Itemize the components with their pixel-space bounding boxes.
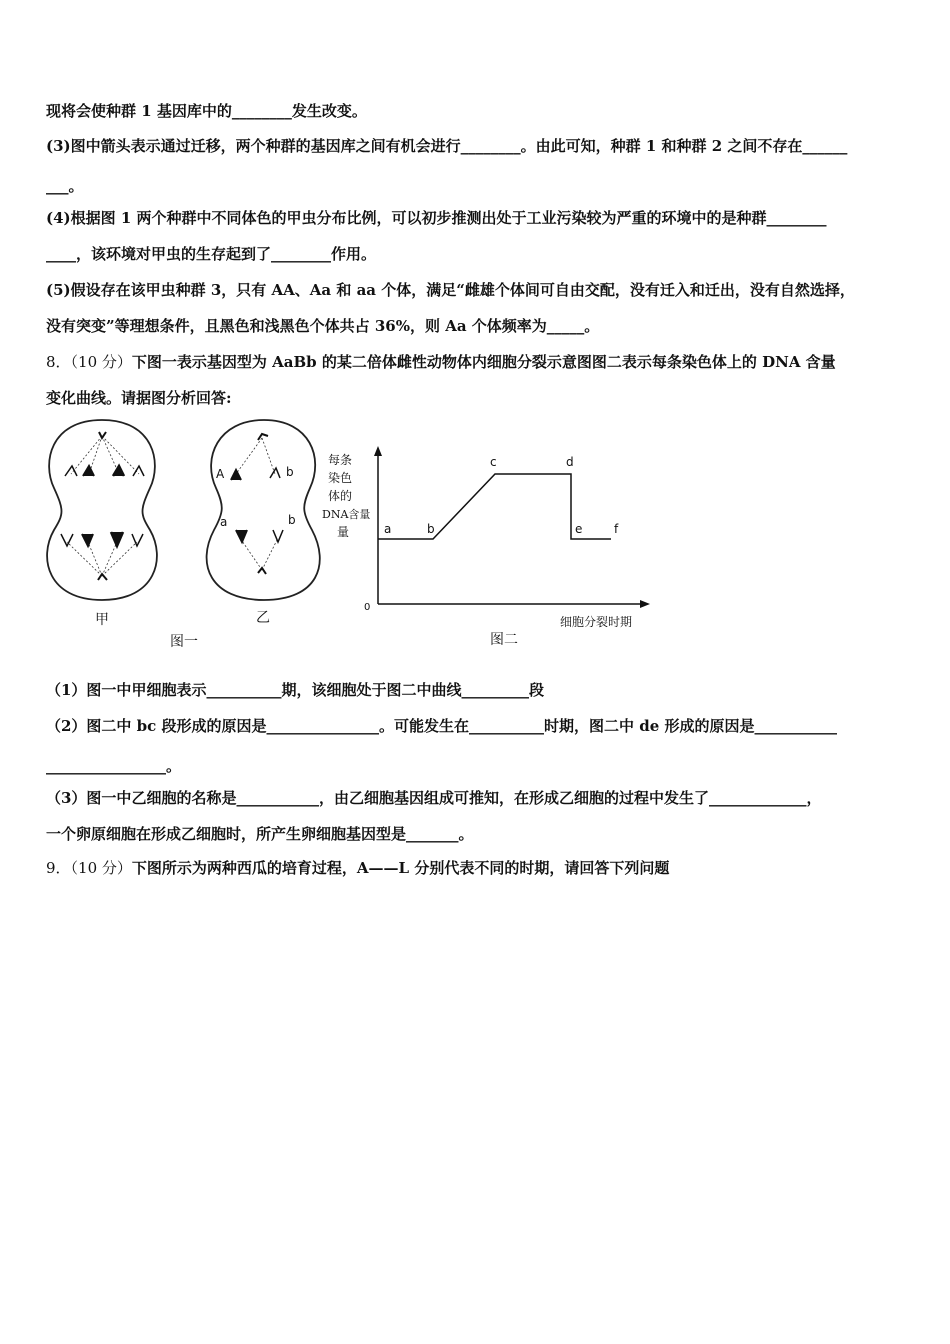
- text-line-1: 现将会使种群 1 基因库中的________发生改变。: [46, 102, 367, 120]
- y-label-4: DNA含量: [322, 508, 371, 521]
- text-line-3: ___。: [46, 177, 84, 195]
- y-label-5: 量: [337, 525, 350, 539]
- y-label-2: 染色: [328, 471, 353, 485]
- question-8-line-1: [46, 352, 836, 372]
- figure-svg: [40, 418, 680, 658]
- figure-area: [40, 418, 680, 658]
- figure2-caption: 图二: [490, 632, 518, 648]
- answer-line-4: （3）图一中乙细胞的名称是___________，由乙细胞基因组成可推知，在形成乙细胞的过程中发生了_____________，: [46, 789, 822, 807]
- gene-label-b-upper: b: [286, 465, 294, 479]
- y-label-1: 每条: [328, 453, 353, 467]
- cell-jia: [47, 420, 157, 628]
- text-line-7: 没有突变”等理想条件，且黑色和浅黑色个体共占 36%，则 Aa 个体频率为_____。: [46, 317, 600, 335]
- answer-line-1: （1）图一中甲细胞表示__________期，该细胞处于图二中曲线_________段: [46, 681, 544, 699]
- text-line-4: (4)根据图 1 两个种群中不同体色的甲虫分布比例，可以初步推测出处于工业污染较为严重的环境中的是种群________: [46, 209, 827, 227]
- cell-jia-label: 甲: [95, 612, 109, 628]
- origin-label: 0: [364, 602, 371, 613]
- point-labels: [384, 455, 619, 536]
- point-label-c: c: [490, 455, 497, 469]
- text-line-2: (3)图中箭头表示通过迁移，两个种群的基因库之间有机会进行________。由此可知，种群 1 和种群 2 之间不存在______: [46, 137, 848, 155]
- figure1-caption: 图一: [170, 634, 198, 650]
- question-9-number: 9．（10 分）: [46, 859, 132, 877]
- point-label-f: f: [614, 522, 619, 536]
- question-8-text: 下图一表示基因型为 AaBb 的某二倍体雌性动物体内细胞分裂示意图图二表示每条染色体上的 DNA 含量: [131, 353, 836, 371]
- y-axis-arrow: [374, 446, 382, 456]
- text-line-5: ____，该环境对甲虫的生存起到了________作用。: [46, 245, 377, 263]
- text-line-9: 变化曲线。请据图分析回答:: [46, 389, 232, 407]
- x-axis-arrow: [640, 600, 650, 608]
- y-label-3: 体的: [328, 489, 353, 503]
- point-label-d: d: [566, 455, 574, 469]
- answer-line-2: （2）图二中 bc 段形成的原因是_______________。可能发生在__________时期，图二中 de 形成的原因是___________: [46, 717, 837, 735]
- point-label-a: a: [384, 522, 392, 536]
- gene-label-a: a: [220, 515, 228, 529]
- gene-label-b-lower: b: [288, 513, 296, 527]
- point-label-e: e: [575, 522, 583, 536]
- dna-chart: [322, 446, 650, 648]
- point-label-b: b: [427, 522, 435, 536]
- question-9-text: 下图所示为两种西瓜的培育过程，A——L 分别代表不同的时期，请回答下列问题: [131, 859, 670, 877]
- question-8-number: 8．（10 分）: [46, 353, 132, 371]
- cell-yi: [207, 420, 320, 626]
- gene-label-A: A: [216, 467, 225, 481]
- answer-line-3: ________________。: [46, 757, 182, 775]
- question-9-line: [46, 858, 669, 878]
- cell-yi-label: 乙: [256, 610, 270, 626]
- answer-line-5: 一个卵原细胞在形成乙细胞时，所产生卵细胞基因型是_______。: [46, 825, 474, 843]
- text-line-6: (5)假设存在该甲虫种群 3，只有 AA、Aa 和 aa 个体，满足“雌雄个体间可自由交配，没有迁入和迁出，没有自然选择，: [46, 281, 855, 299]
- x-axis-label: 细胞分裂时期: [560, 615, 633, 629]
